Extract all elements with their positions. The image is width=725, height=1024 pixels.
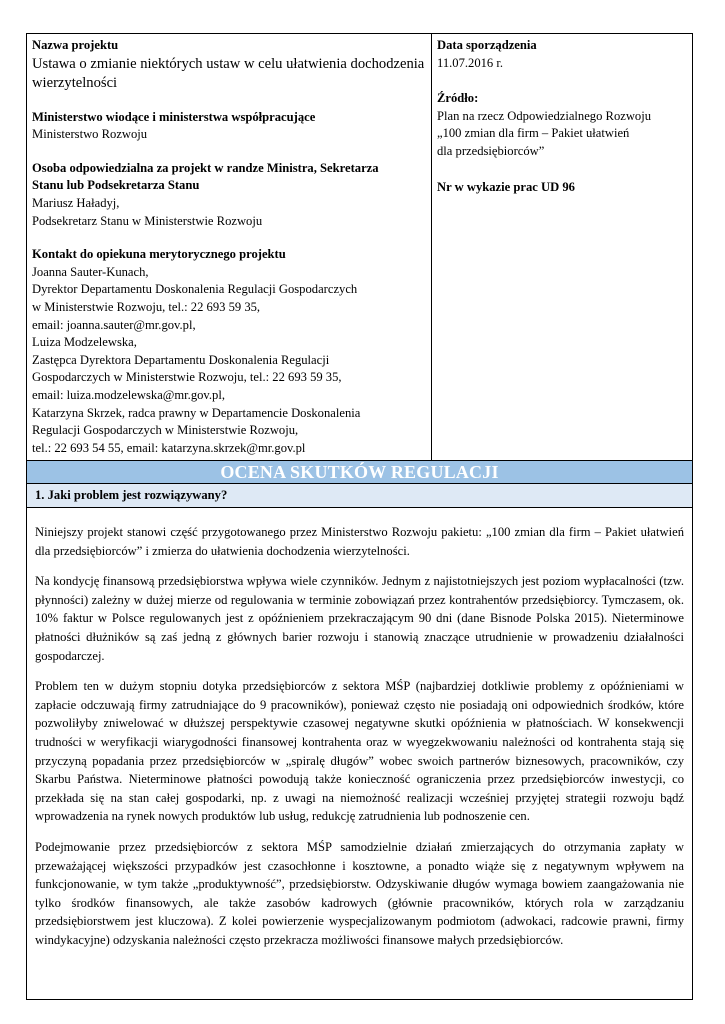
contact-line: email: luiza.modzelewska@mr.gov.pl, xyxy=(32,387,225,402)
contact-line: Luiza Modzelewska, xyxy=(32,335,137,350)
section-title-banner: OCENA SKUTKÓW REGULACJI xyxy=(27,460,692,484)
meta-info-cell xyxy=(432,34,692,460)
regulation-assessment-form xyxy=(26,33,693,1000)
contact-line: Zastępca Dyrektora Departamentu Doskonalenia Regulacji xyxy=(32,352,330,367)
contact-line: Gospodarczych w Ministerstwie Rozwoju, tel.: 22 693 59 35, xyxy=(32,370,342,385)
contact-line: Dyrektor Departamentu Doskonalenia Regulacji Gospodarczych xyxy=(32,282,358,297)
list-number: Nr w wykazie prac UD 96 xyxy=(437,179,575,194)
date-value: 11.07.2016 r. xyxy=(437,55,503,70)
ministry-value: Ministerstwo Rozwoju xyxy=(32,127,148,142)
responsible-role: Podsekretarz Stanu w Ministerstwie Rozwoju xyxy=(32,213,263,228)
contact-line: Katarzyna Skrzek, radca prawny w Departamencie Doskonalenia xyxy=(32,405,361,420)
project-name-line-2: wierzytelności xyxy=(32,74,118,91)
source-line: Plan na rzecz Odpowiedzialnego Rozwoju xyxy=(437,108,652,123)
paragraph: Niniejszy projekt stanowi część przygotowanego przez Ministerstwo Rozwoju pakietu: „100 zmian dla firm – Pakiet ułatwień dla przedsiębiorców” i zmierza do ułatwienia dochodzenia wierzytelności. xyxy=(35,525,684,558)
answer-body xyxy=(27,508,692,949)
project-info-cell xyxy=(27,34,432,460)
contact-line: Joanna Sauter-Kunach, xyxy=(32,264,149,279)
contact-line: tel.: 22 693 54 55, email: katarzyna.skrzek@mr.gov.pl xyxy=(32,440,306,455)
responsible-label-line-1: Osoba odpowiedzialna za projekt w randze Ministra, Sekretarza xyxy=(32,160,379,175)
header-table xyxy=(27,34,692,460)
source-line: „100 zmian dla firm – Pakiet ułatwień xyxy=(437,126,630,141)
source-label: Źródło: xyxy=(437,91,479,106)
project-name-label: Nazwa projektu xyxy=(32,38,119,52)
responsible-label-line-2: Stanu lub Podsekretarza Stanu xyxy=(32,178,200,193)
responsible-name: Mariusz Haładyj, xyxy=(32,195,120,210)
date-label: Data sporządzenia xyxy=(437,38,537,52)
contact-line: Regulacji Gospodarczych w Ministerstwie Rozwoju, xyxy=(32,423,299,438)
contact-label: Kontakt do opiekuna merytorycznego projektu xyxy=(32,247,286,262)
source-line: dla przedsiębiorców” xyxy=(437,143,545,158)
question-heading: 1. Jaki problem jest rozwiązywany? xyxy=(27,484,692,508)
ministry-label: Ministerstwo wiodące i ministerstwa współpracujące xyxy=(32,109,316,124)
paragraph: Podejmowanie przez przedsiębiorców z sektora MŚP samodzielnie działań zmierzających do otrzymania zapłaty w przeważającej większości przypadków jest czasochłonne i kosztowne, a ponadto wiąże się z negatywnym wpływem na funkcjonowanie, w tym także „produktywność”, przedsiębiorstw. Odzyskiwanie długów wymaga bowiem zaangażowania nie tylko środków finansowych, ale także zasobów kadrowych (głównie pracowników, których rola w zarządzaniu przedsiębiorstwem jest kluczowa). Z kolei powierzenie wyspecjalizowanym podmiotom (adwokaci, radcowie prawni, firmy windykacyjne) odzyskania należności często przekracza możliwości finansowe małych przedsiębiorców. xyxy=(35,839,684,947)
contact-line: email: joanna.sauter@mr.gov.pl, xyxy=(32,317,196,332)
project-name-line-1: Ustawa o zmianie niektórych ustaw w celu ułatwienia dochodzenia xyxy=(32,55,425,72)
paragraph: Problem ten w dużym stopniu dotyka przedsiębiorców z sektora MŚP (najbardziej dotkliwie problemy z opóźnieniami w zapłacie odczuwają firmy zatrudniające do 9 pracowników), ponieważ często nie posiadają oni odpowiednich środków, które pozwoliłyby zniwelować w dłuższej perspektywie czasowej negatywne skutki opóźnienia w płatnościach. W konsekwencji trudności w weryfikacji wiarygodności finansowej kontrahenta oraz w wyegzekwowaniu należności od kontrahenta stają się przyczyną popadania przez przedsiębiorców w „spiralę długów” wobec swoich partnerów biznesowych, pracowników, czy Skarbu Państwa. Nieterminowe płatności powodują także konieczność ograniczenia przez przedsiębiorców inwestycji, co przekłada się na stan całej gospodarki, np. z uwagi na niemożność realizacji wcześniej przyjętej strategii rozwoju bądź wprowadzenia na rynek nowych produktów lub usług, redukcję zatrudnienia lub podnoszenie cen. xyxy=(35,679,684,824)
contact-line: w Ministerstwie Rozwoju, tel.: 22 693 59 35, xyxy=(32,299,261,314)
paragraph: Na kondycję finansową przedsiębiorstwa wpływa wiele czynników. Jednym z najistotniejszych jest poziom wypłacalności (tzw. płynności) zależny w dużej mierze od regulowania w terminie zobowiązań przez kontrahentów przedsiębiorcy. Tymczasem, ok. 10% faktur w Polsce regulowanych jest z opóźnieniem przekraczającym 90 dni (dane Bisnode Polska 2015). Nieterminowe płatności dłużników są zaś jedną z głównych barier rozwoju i stanowią znaczące utrudnienie w prowadzeniu działalności gospodarczej. xyxy=(35,574,684,663)
